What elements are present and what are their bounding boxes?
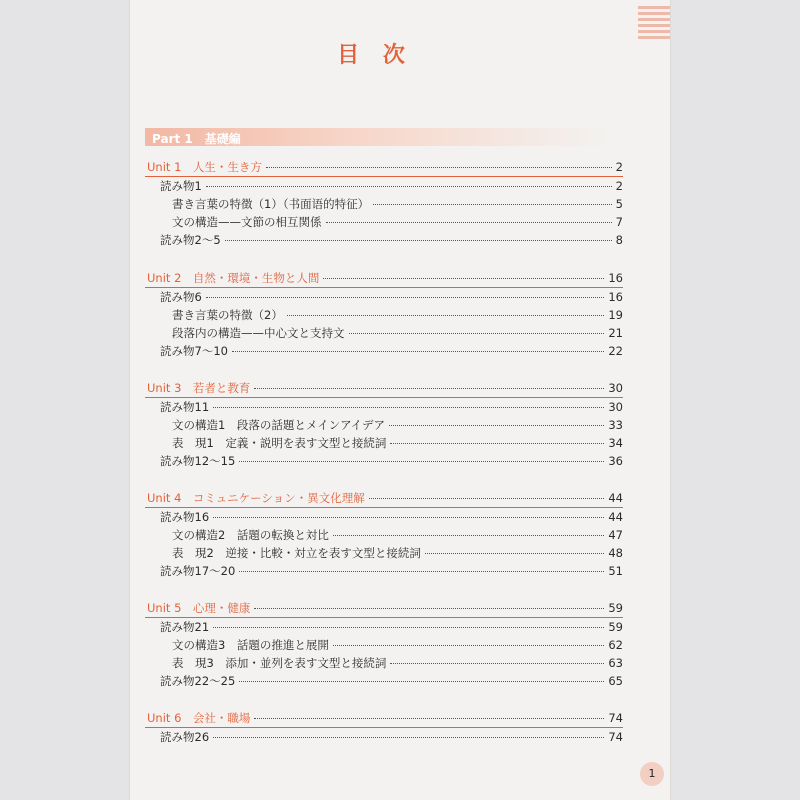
- toc-entry[interactable]: [160, 563, 623, 579]
- entry-page: 47: [608, 528, 623, 542]
- entry-label: 文の構造3 話題の推進と展開: [172, 638, 329, 652]
- entry-page: 74: [608, 730, 623, 744]
- leader-dots: [369, 498, 605, 499]
- unit-label: Unit 6 会社・職場: [147, 711, 251, 725]
- toc-entry[interactable]: [172, 655, 623, 671]
- unit-page: 16: [608, 271, 623, 285]
- entry-label: 表 現2 逆接・比較・対立を表す文型と接続詞: [172, 546, 421, 560]
- entry-page: 19: [608, 308, 623, 322]
- toc-entry[interactable]: [172, 196, 623, 212]
- unit-page: 59: [608, 601, 623, 615]
- toc-entry[interactable]: [172, 545, 623, 561]
- entry-label: 書き言葉の特徴（1）（书面语的特征）: [172, 197, 370, 211]
- entry-label: 段落内の構造——中心文と支持文: [172, 326, 345, 340]
- leader-dots: [323, 278, 604, 279]
- entry-label: 読み物6: [160, 290, 202, 304]
- entry-label: 読み物11: [160, 400, 210, 414]
- toc-unit-4[interactable]: [147, 490, 623, 506]
- unit-page: 2: [615, 160, 623, 174]
- entry-page: 22: [608, 344, 623, 358]
- entry-page: 21: [608, 326, 623, 340]
- entry-label: 文の構造1 段落の話題とメインアイデア: [172, 418, 386, 432]
- entry-page: 59: [608, 620, 623, 634]
- entry-page: 8: [615, 233, 623, 247]
- toc-entry[interactable]: [160, 509, 623, 525]
- unit-underline: [145, 617, 623, 618]
- entry-label: 読み物12～15: [160, 454, 236, 468]
- toc-entry[interactable]: [160, 289, 623, 305]
- entry-page: 33: [608, 418, 623, 432]
- leader-dots: [425, 553, 605, 554]
- leader-dots: [213, 627, 604, 628]
- leader-dots: [206, 186, 612, 187]
- toc-entry[interactable]: [172, 417, 623, 433]
- entry-page: 34: [608, 436, 623, 450]
- toc-entry[interactable]: [172, 435, 623, 451]
- entry-label: 表 現1 定義・説明を表す文型と接続詞: [172, 436, 387, 450]
- unit-underline: [145, 507, 623, 508]
- entry-label: 読み物7～10: [160, 344, 228, 358]
- toc-entry[interactable]: [160, 673, 623, 689]
- entry-page: 51: [608, 564, 623, 578]
- leader-dots: [266, 167, 612, 168]
- unit-underline: [145, 727, 623, 728]
- leader-dots: [213, 737, 604, 738]
- toc-entry[interactable]: [172, 527, 623, 543]
- unit-label: Unit 2 自然・環境・生物と人間: [147, 271, 320, 285]
- entry-label: 読み物2～5: [160, 233, 221, 247]
- entry-label: 読み物17～20: [160, 564, 236, 578]
- toc-entry[interactable]: [172, 637, 623, 653]
- leader-dots: [254, 608, 604, 609]
- toc-unit-2[interactable]: [147, 270, 623, 286]
- toc-entry[interactable]: [160, 178, 623, 194]
- leader-dots: [232, 351, 604, 352]
- entry-label: 読み物21: [160, 620, 210, 634]
- unit-underline: [145, 287, 623, 288]
- leader-dots: [349, 333, 605, 334]
- toc-entry[interactable]: [160, 343, 623, 359]
- toc-unit-1[interactable]: [147, 159, 623, 175]
- unit-page: 44: [608, 491, 623, 505]
- toc-entry[interactable]: [160, 729, 623, 745]
- page-number-badge: 1: [640, 762, 664, 786]
- entry-label: 読み物26: [160, 730, 210, 744]
- unit-label: Unit 3 若者と教育: [147, 381, 251, 395]
- entry-label: 読み物16: [160, 510, 210, 524]
- entry-page: 44: [608, 510, 623, 524]
- unit-page: 30: [608, 381, 623, 395]
- entry-page: 5: [615, 197, 623, 211]
- leader-dots: [389, 425, 604, 426]
- leader-dots: [390, 443, 604, 444]
- entry-label: 読み物1: [160, 179, 202, 193]
- leader-dots: [333, 535, 605, 536]
- entry-label: 書き言葉の特徴（2）: [172, 308, 283, 322]
- leader-dots: [239, 571, 604, 572]
- entry-page: 36: [608, 454, 623, 468]
- entry-label: 表 現3 添加・並列を表す文型と接続詞: [172, 656, 387, 670]
- leader-dots: [206, 297, 605, 298]
- toc-entry[interactable]: [172, 325, 623, 341]
- leader-dots: [239, 681, 604, 682]
- entry-label: 読み物22～25: [160, 674, 236, 688]
- unit-underline: [145, 176, 623, 177]
- entry-page: 63: [608, 656, 623, 670]
- entry-label: 文の構造2 話題の転換と対比: [172, 528, 329, 542]
- leader-dots: [326, 222, 612, 223]
- toc-entry[interactable]: [160, 399, 623, 415]
- leader-dots: [287, 315, 605, 316]
- unit-underline: [145, 397, 623, 398]
- entry-page: 7: [615, 215, 623, 229]
- page-title: 目 次: [337, 42, 413, 68]
- entry-page: 16: [608, 290, 623, 304]
- leader-dots: [254, 388, 604, 389]
- toc-unit-6[interactable]: [147, 710, 623, 726]
- entry-page: 2: [615, 179, 623, 193]
- leader-dots: [225, 240, 612, 241]
- leader-dots: [254, 718, 604, 719]
- toc-entry[interactable]: [160, 453, 623, 469]
- leader-dots: [239, 461, 604, 462]
- toc-entry[interactable]: [172, 214, 623, 230]
- entry-page: 48: [608, 546, 623, 560]
- leader-dots: [213, 517, 604, 518]
- toc-entry[interactable]: [160, 619, 623, 635]
- toc-unit-3[interactable]: [147, 380, 623, 396]
- toc-entry[interactable]: [172, 307, 623, 323]
- leader-dots: [333, 645, 605, 646]
- entry-page: 65: [608, 674, 623, 688]
- unit-label: Unit 5 心理・健康: [147, 601, 251, 615]
- unit-label: Unit 1 人生・生き方: [147, 160, 262, 174]
- unit-page: 74: [608, 711, 623, 725]
- toc-entry[interactable]: [160, 232, 623, 248]
- leader-dots: [390, 663, 604, 664]
- unit-label: Unit 4 コミュニケーション・異文化理解: [147, 491, 365, 505]
- entry-label: 文の構造——文節の相互関係: [172, 215, 322, 229]
- entry-page: 30: [608, 400, 623, 414]
- leader-dots: [373, 204, 612, 205]
- page-edge-tab: [638, 6, 670, 40]
- toc-unit-5[interactable]: [147, 600, 623, 616]
- entry-page: 62: [608, 638, 623, 652]
- part-label: Part 1 基礎編: [152, 132, 241, 146]
- leader-dots: [213, 407, 604, 408]
